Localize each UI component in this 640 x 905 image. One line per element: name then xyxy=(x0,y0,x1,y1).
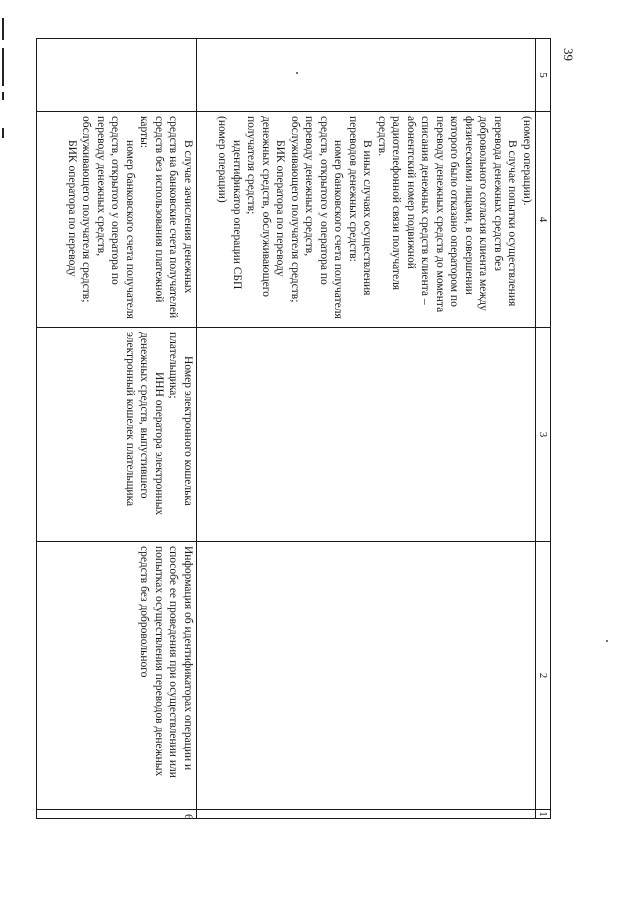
cell-paragraph: идентификатор операции СБП (номер операции) xyxy=(216,116,243,290)
cell-paragraph: номер банковского счета получателя средств, открытого у оператора по переводу денежных средств, обслуживающего получателя средств; xyxy=(289,116,345,319)
header-row xyxy=(536,39,551,819)
data-table xyxy=(36,38,551,819)
rotated-table xyxy=(38,38,551,818)
cell-col2 xyxy=(197,542,536,810)
cell-paragraph: В случае попытки осуществления перевода денежных средств без добровольного согласия клиента между физическими лицами, в совершении которого было отказано оператором по переводу денежных средств до момента списания денежных средств клиента – абонентский номер подвижной радиотелефонной связи получателя средств. xyxy=(376,116,519,313)
cell-col4 xyxy=(197,112,536,328)
cell-col3 xyxy=(37,328,197,542)
cell-paragraph: (номер операции). xyxy=(521,116,533,206)
table-row xyxy=(37,39,197,819)
scan-speck xyxy=(606,640,608,642)
scan-edge-mark xyxy=(2,48,4,86)
column-header-1: 1 xyxy=(537,811,549,817)
cell-col4 xyxy=(37,112,197,328)
column-header-5: 5 xyxy=(536,39,551,112)
cell-col3 xyxy=(197,328,536,542)
cell-paragraph: номер банковского счета получателя средств, открытого у оператора по переводу денежных средств, обслуживающего получателя средств; xyxy=(80,116,136,319)
scan-edge-mark xyxy=(2,92,4,100)
cell-paragraph: Номер электронного кошелька плательщика; xyxy=(167,332,194,506)
page-number: 39 xyxy=(561,48,576,61)
column-header-2: 2 xyxy=(536,542,551,810)
cell-paragraph: ИНН оператора электронных денежных средств, выпустившего электронный кошелек плательщика xyxy=(124,332,165,516)
cell-col5 xyxy=(37,39,197,112)
cell-col5 xyxy=(197,39,536,112)
cell-col1 xyxy=(197,810,536,819)
cell-paragraph: В иных случаях осуществления переводов денежных средств: xyxy=(347,116,374,296)
column-header-3: 3 xyxy=(536,328,551,542)
cell-col2: Информация об идентификаторах операции и способе ее проведения при осуществлении или попытках осуществления переводов денежных средств без добровольного xyxy=(37,542,197,810)
column-header-4: 4 xyxy=(536,112,551,328)
cell-col1: 6 xyxy=(37,810,197,819)
scan-edge-mark xyxy=(2,18,4,40)
cell-paragraph: В случае зачисления денежных средств на банковские счета получателей средств без использования платежной карты: xyxy=(138,116,194,319)
scan-edge-mark xyxy=(2,128,4,138)
cell-paragraph: БИК оператора по переводу денежных средств, обслуживающего получателя средств; xyxy=(245,116,287,297)
table-row xyxy=(197,39,536,819)
cell-paragraph: БИК оператора по переводу xyxy=(66,140,78,277)
